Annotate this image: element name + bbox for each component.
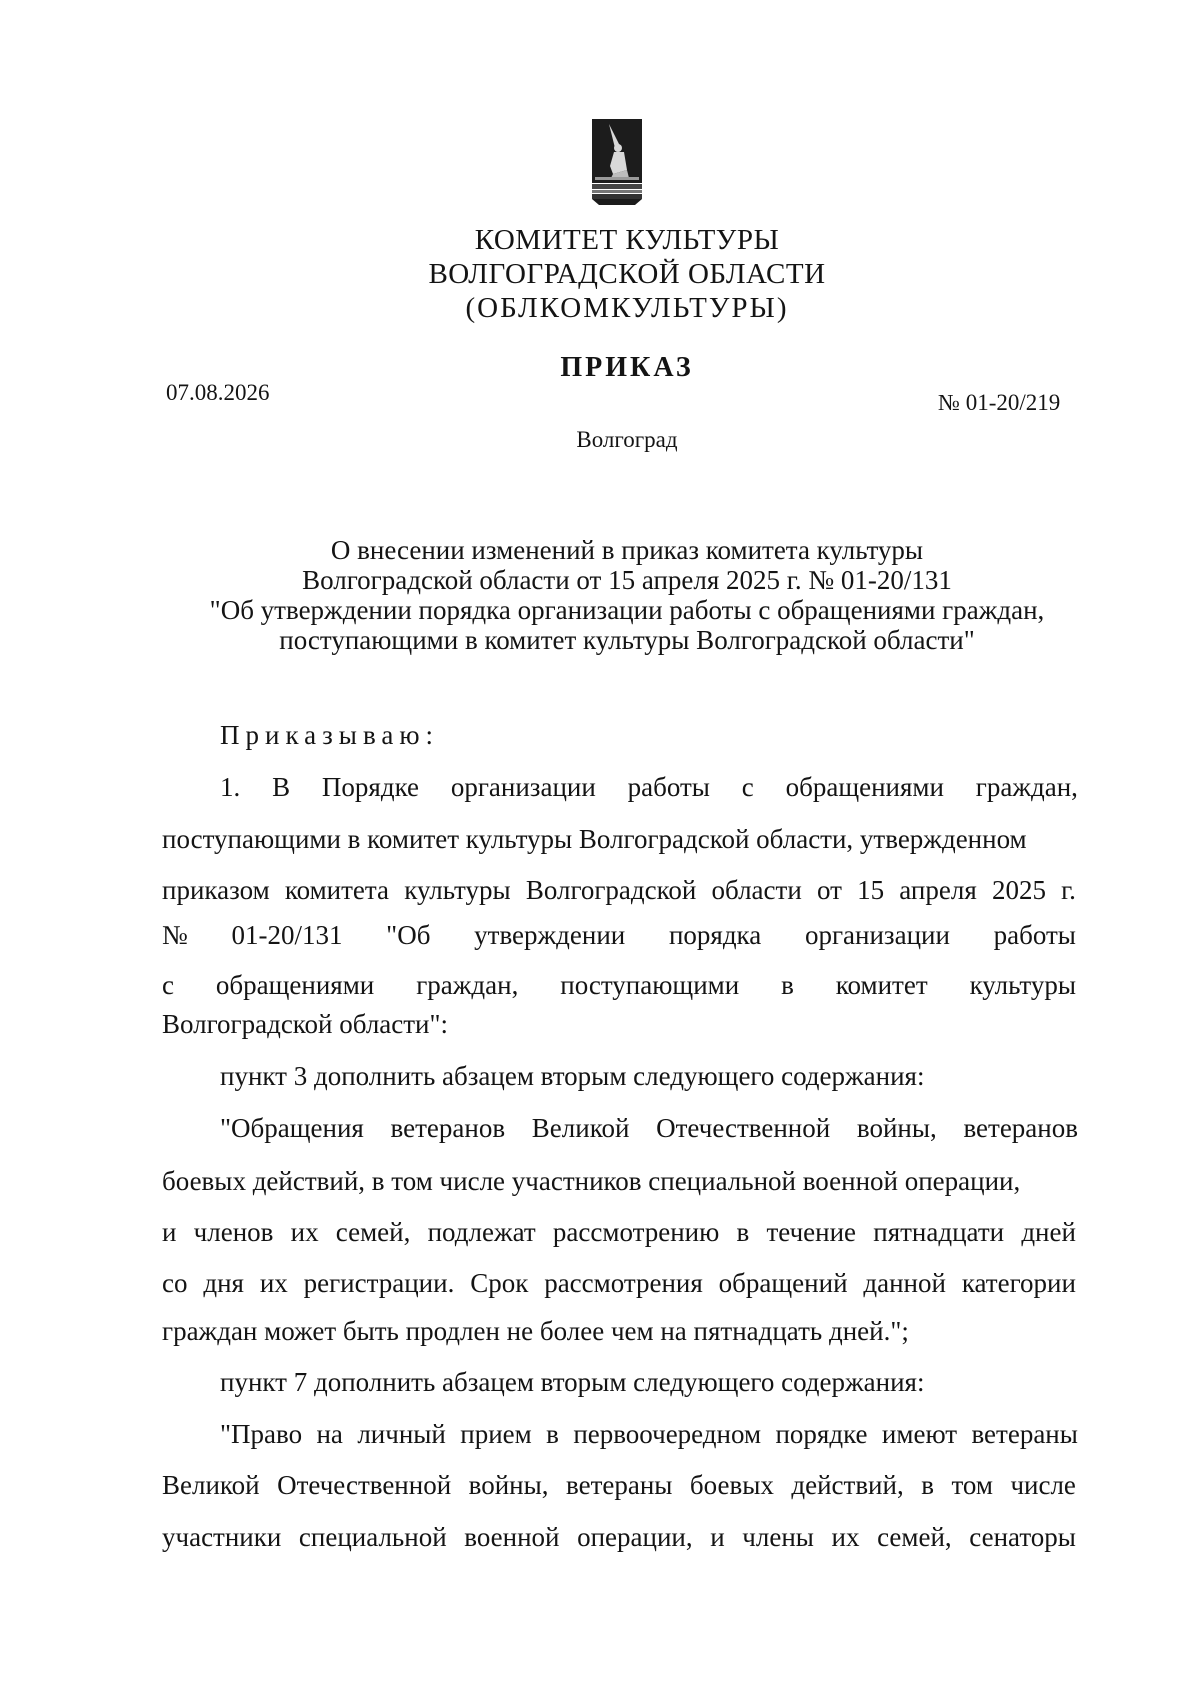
body-line-6: Волгоградской области": (162, 1009, 449, 1039)
order-title: ПРИКАЗ (560, 352, 694, 383)
word: и (710, 1522, 725, 1552)
word: операции, (577, 1522, 693, 1552)
word: их (831, 1522, 860, 1552)
word: дней (1021, 1217, 1076, 1247)
word: г. (1061, 875, 1076, 905)
word: с (741, 772, 754, 802)
word: дня (203, 1268, 244, 1298)
body-line-3 (162, 873, 1076, 907)
body-line-7: пункт 3 дополнить абзацем вторым следующего содержания: (220, 1061, 925, 1091)
word: порядка (668, 920, 762, 950)
word: 15 (857, 875, 885, 905)
word: со (162, 1268, 188, 1298)
word: ветеранов (963, 1113, 1078, 1143)
word: семей, (877, 1522, 952, 1552)
word: действий, (791, 1470, 904, 1500)
word: комитет (835, 970, 928, 1000)
word: работы (993, 920, 1076, 950)
word: войны, (856, 1113, 937, 1143)
body-line-1 (220, 770, 1078, 804)
volgograd-emblem-icon (591, 118, 643, 206)
order-number: № 01-20/219 (938, 390, 1061, 415)
word: культуры (404, 875, 511, 905)
word: утверждении (474, 920, 626, 950)
org-name-line-1: КОМИТЕТ КУЛЬТУРЫ (474, 224, 780, 256)
word: имеют (881, 1419, 958, 1449)
word: ветераны (971, 1419, 1078, 1449)
word: участники (162, 1522, 282, 1552)
word: ветеранов (390, 1113, 506, 1143)
word: семей, (335, 1217, 411, 1247)
word: регистрации. (303, 1268, 455, 1298)
body-line-10 (162, 1215, 1076, 1249)
word: рассмотрения (544, 1268, 703, 1298)
subject-line-4: поступающими в комитет культуры Волгоградской области" (279, 625, 975, 655)
word: категории (961, 1268, 1076, 1298)
word: в (781, 970, 794, 1000)
word: области (711, 875, 802, 905)
word: первоочередном (573, 1419, 762, 1449)
word: порядке (775, 1419, 868, 1449)
word: специальной (298, 1522, 447, 1552)
word: апреля (899, 875, 977, 905)
body-line-4 (162, 918, 1076, 952)
body-line-8 (220, 1111, 1078, 1145)
body-line-5 (162, 968, 1076, 1002)
body-line-15 (162, 1468, 1076, 1502)
word: Отечественной (656, 1113, 831, 1143)
word: приказом (162, 875, 270, 905)
word: данной (863, 1268, 946, 1298)
word: подлежат (427, 1217, 536, 1247)
word: прием (460, 1419, 532, 1449)
body-line-13: пункт 7 дополнить абзацем вторым следующего содержания: (220, 1367, 925, 1397)
word: № (162, 920, 188, 950)
word: "Право (220, 1419, 303, 1449)
subject-line-2: Волгоградской области от 15 апреля 2025 г. № 01-20/131 (302, 565, 952, 595)
word: войны, (468, 1470, 549, 1500)
word: "Об (386, 920, 431, 950)
word: организации (804, 920, 950, 950)
body-line-9: боевых действий, в том числе участников специальной военной операции, (162, 1166, 1021, 1196)
word: обращений (718, 1268, 848, 1298)
word: пятнадцати (873, 1217, 1005, 1247)
word: на (316, 1419, 343, 1449)
word: 1. (220, 772, 241, 802)
word: ветераны (566, 1470, 673, 1500)
word: Великой (162, 1470, 260, 1500)
word: граждан, (416, 970, 519, 1000)
body-line-2: поступающими в комитет культуры Волгоградской области, утвержденном (162, 824, 1027, 854)
word: в (921, 1470, 934, 1500)
word: поступающими (560, 970, 740, 1000)
word: Отечественной (277, 1470, 452, 1500)
word: числе (1010, 1470, 1076, 1500)
word: Срок (470, 1268, 529, 1298)
body-line-14 (220, 1417, 1078, 1451)
word: личный (357, 1419, 446, 1449)
word: граждан, (975, 772, 1078, 802)
subject-line-3: "Об утверждении порядка организации работы с обращениями граждан, (209, 595, 1045, 625)
word: Волгоградской (525, 875, 697, 905)
word: их (259, 1268, 288, 1298)
word: сенаторы (969, 1522, 1076, 1552)
order-word: Приказываю: (220, 720, 439, 750)
word: течение (766, 1217, 857, 1247)
word: "Обращения (220, 1113, 364, 1143)
word: работы (627, 772, 710, 802)
word: рассмотрению (552, 1217, 720, 1247)
word: В (272, 772, 291, 802)
word: в (546, 1419, 559, 1449)
word: 2025 (991, 875, 1046, 905)
word: от (816, 875, 842, 905)
word: обращениями (785, 772, 944, 802)
word: культуры (969, 970, 1076, 1000)
word: с (162, 970, 174, 1000)
word: Порядке (321, 772, 420, 802)
city: Волгоград (576, 427, 678, 452)
order-date: 07.08.2026 (166, 380, 270, 405)
word: военной (464, 1522, 560, 1552)
word: члены (742, 1522, 814, 1552)
org-name-line-2: ВОЛГОГРАДСКОЙ ОБЛАСТИ (428, 258, 826, 290)
word: комитета (284, 875, 390, 905)
subject-line-1: О внесении изменений в приказ комитета культуры (330, 535, 924, 565)
word: организации (450, 772, 596, 802)
word: обращениями (215, 970, 375, 1000)
word: боевых (689, 1470, 774, 1500)
body-line-11 (162, 1266, 1076, 1300)
body-line-16 (162, 1520, 1076, 1554)
word: том (951, 1470, 993, 1500)
word: Великой (531, 1113, 630, 1143)
word: и (162, 1217, 177, 1247)
org-name-line-3: (ОБЛКОМКУЛЬТУРЫ) (465, 292, 789, 324)
word: в (736, 1217, 750, 1247)
body-line-12: граждан может быть продлен не более чем на пятнадцать дней."; (162, 1316, 909, 1346)
word: членов (193, 1217, 274, 1247)
word: 01-20/131 (231, 920, 343, 950)
word: их (290, 1217, 319, 1247)
